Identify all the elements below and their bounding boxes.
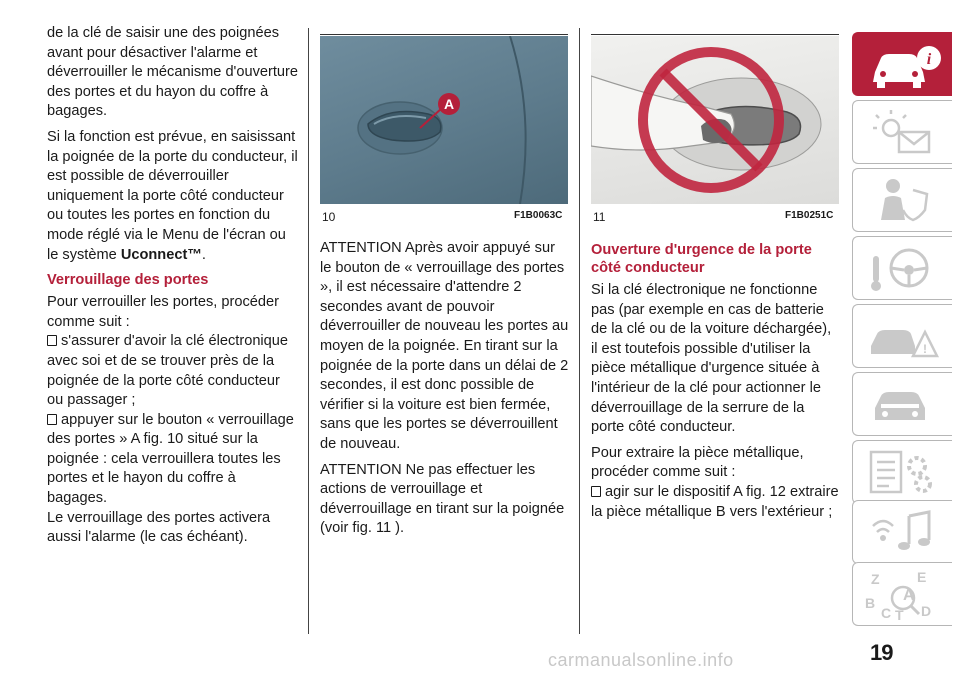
safety-icon: [863, 174, 943, 228]
column-divider: [308, 28, 309, 634]
tab-warning-lights[interactable]: [852, 100, 952, 164]
tab-maintenance[interactable]: [852, 372, 952, 436]
index-letter: D: [921, 603, 932, 619]
door-handle-illustration: [320, 36, 568, 204]
tab-emergency[interactable]: [852, 304, 952, 368]
technical-data-icon: [863, 446, 943, 500]
bullet-text: agir sur le dispositif A fig. 12 extraire la pièce métallique B vers l'extérieur ;: [591, 483, 839, 520]
paragraph: Pour verrouiller les portes, procéder comme suit :: [47, 294, 279, 330]
column-divider: [579, 28, 580, 634]
tab-starting-driving[interactable]: [852, 236, 952, 300]
svg-text:!: !: [923, 342, 927, 356]
tab-car-info[interactable]: [852, 32, 952, 96]
column-left: [47, 24, 299, 554]
paragraph: de la clé de saisir une des poignées avant pour désactiver l'alarme et déverrouiller le mécanisme d'ouverture des portes et du hayon du coffre à bagages.: [47, 25, 298, 120]
bullet-text: s'assurer d'avoir la clé électronique avec soi et de se trouver près de la poignée de la porte côté conducteur ou passager ;: [47, 333, 289, 409]
bullet-text: appuyer sur le bouton « verrouillage des portes » A fig. 10 situé sur la poignée : cela verrouillera toutes les portes et le hayon du coffre à bagages.: [47, 411, 294, 507]
index-letter: A: [903, 587, 915, 604]
section-heading: Ouverture d'urgence de la porte côté conducteur: [591, 242, 812, 276]
tab-technical-data[interactable]: [852, 440, 952, 504]
figure-top-rule: [320, 34, 568, 35]
tab-multimedia[interactable]: [852, 500, 952, 564]
fig-number-text: 10: [322, 210, 336, 224]
index-letter: T: [895, 607, 904, 622]
paragraph: Le verrouillage des portes activera aussi l'alarme (le cas échéant).: [47, 509, 271, 546]
column-right: [591, 223, 841, 528]
multimedia-icon: [863, 506, 943, 560]
figure-code: F1B0063C: [514, 210, 563, 221]
column-middle: [320, 223, 570, 545]
fig-number-text: 11: [593, 210, 606, 224]
svg-text:i: i: [926, 51, 932, 68]
paragraph: [47, 128, 299, 265]
checkbox-bullet-icon: [591, 486, 601, 497]
attention-note: ATTENTION Ne pas effectuer les actions de verrouillage et déverrouillage en tirant sur la poignée (voir fig. 11 ).: [320, 461, 565, 537]
index-letter: E: [917, 569, 927, 585]
figure-number: [322, 210, 335, 224]
bullet-item: [591, 483, 841, 522]
figure-number: [593, 210, 605, 224]
paragraph-end: .: [201, 246, 206, 263]
watermark: carmanualsonline.info: [548, 650, 734, 670]
warning-lights-icon: [863, 106, 943, 160]
figure-door-handle: [320, 36, 568, 204]
bullet-item: [47, 411, 299, 509]
maintenance-icon: [863, 378, 943, 432]
figure-top-rule: [591, 34, 839, 35]
emergency-icon: [863, 310, 943, 364]
bullet-item: [47, 332, 299, 410]
figure-code: F1B0251C: [785, 210, 834, 221]
car-info-icon: [863, 38, 943, 92]
index-letter: C: [881, 605, 892, 621]
tab-index[interactable]: [852, 562, 952, 626]
page-number: 19: [870, 640, 893, 665]
paragraph: Pour extraire la pièce métallique, procéder comme suit :: [591, 444, 804, 481]
checkbox-bullet-icon: [47, 414, 57, 425]
paragraph: Si la clé électronique ne fonctionne pas (par exemple en cas de batterie de la clé ou de la voiture déchargée), il est toutefois possible d'utiliser la pièce métallique d'urgence située à l'intérieur de la clé pour actionner le déverrouillage de la serrure de la porte côté conducteur.: [591, 282, 832, 436]
checkbox-bullet-icon: [47, 335, 57, 346]
prohibited-handle-illustration: [591, 36, 839, 204]
callout-label-a: A: [443, 96, 455, 112]
figure-prohibited-pull: [591, 36, 839, 204]
steering-wheel-icon: [863, 242, 943, 296]
index-letter: Z: [871, 571, 880, 587]
uconnect-brand: Uconnect™: [120, 246, 202, 263]
index-letter: B: [865, 595, 876, 611]
section-heading: Verrouillage des portes: [47, 272, 209, 289]
tab-safety[interactable]: [852, 168, 952, 232]
paragraph-text: Si la fonction est prévue, en saisissant la poignée de la porte du conducteur, il est possible de déverrouiller uniquement la porte côté conducteur ou toutes les portes en fonction du mode réglé via le Menu de l'écran ou le système: [47, 128, 298, 263]
index-icon: [863, 568, 943, 622]
attention-note: ATTENTION Après avoir appuyé sur le bouton de « verrouillage des portes », il est nécessaire d'attendre 2 secondes avant de pouvoir déverrouiller de nouveau les portes au moyen de la poignée. En tirant sur la poignée de la porte dans un délai de 2 secondes, il est donc possible de vérifier si la voiture est bien fermée, sans que les portes se déverrouillent de nouveau.: [320, 240, 569, 452]
